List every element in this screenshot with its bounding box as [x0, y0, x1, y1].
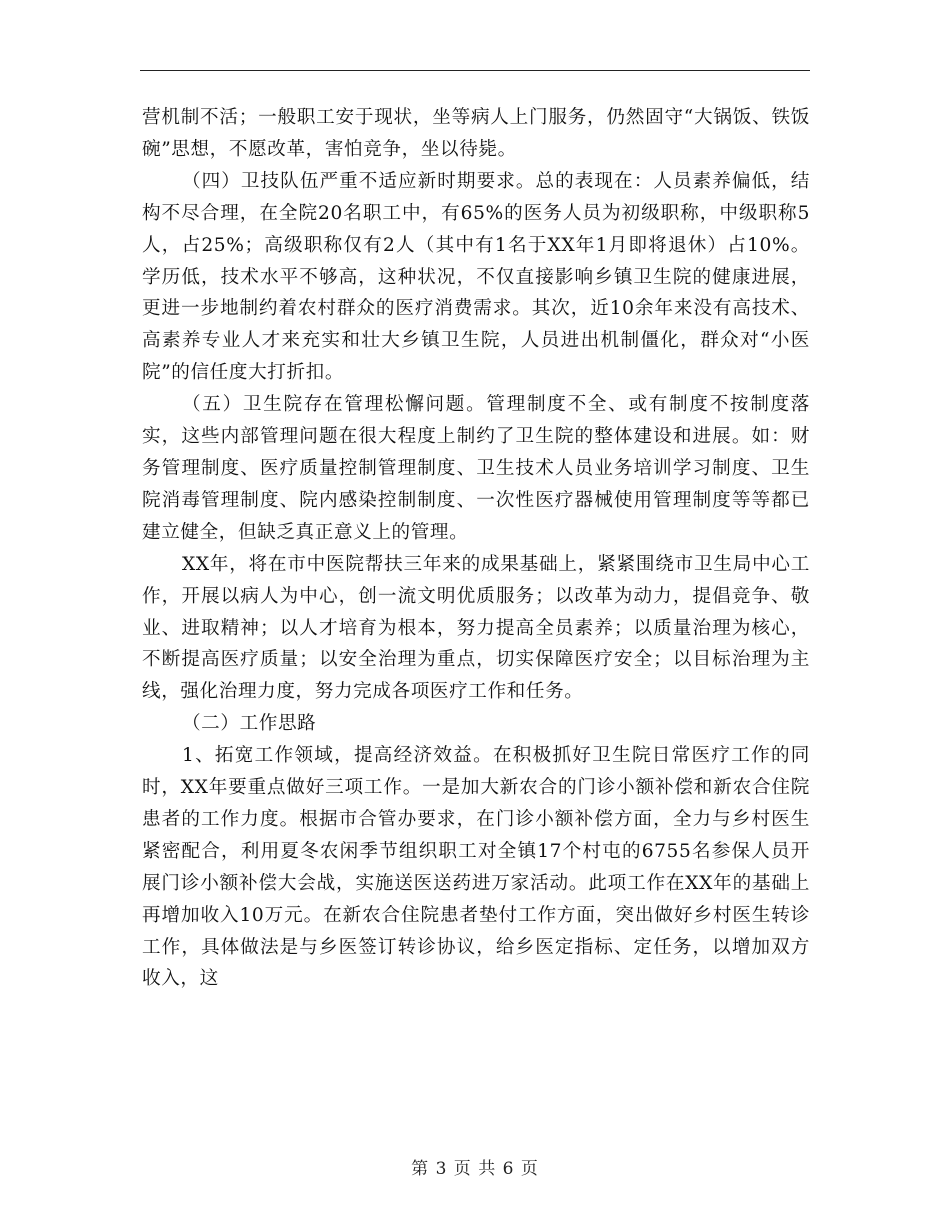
document-body: [142, 102, 810, 995]
page-number-footer: 第 3 页 共 6 页: [411, 1159, 539, 1179]
paragraph-section-four: （四）卫技队伍严重不适应新时期要求。总的表现在：人员素养偏低，结构不尽合理，在全院20名职工中，有65%的医务人员为初级职称，中级职称5人，占25%；高级职称仅有2人（其中有1名于XX年1月即将退休）占10%。学历低，技术水平不够高，这种状况，不仅直接影响乡镇卫生院的健康进展，更进一步地制约着农村群众的医疗消费需求。其次，近10余年来没有高技术、高素养专业人才来充实和壮大乡镇卫生院，人员进出机制僵化，群众对“小医院”的信任度大打折扣。: [142, 170, 810, 384]
section-heading-work-ideas: （二）工作思路: [181, 713, 317, 735]
paragraph-mechanism: 营机制不活；一般职工安于现状，坐等病人上门服务，仍然固守“大锅饭、铁饭碗”思想，不愿改革，害怕竞争，坐以待毙。: [142, 107, 810, 160]
paragraph-section-five: （五）卫生院存在管理松懈问题。管理制度不全、或有制度不按制度落实，这些内部管理问题在很大程度上制约了卫生院的整体建设和进展。如：财务管理制度、医疗质量控制管理制度、卫生技术人员业务培训学习制度、卫生院消毒管理制度、院内感染控制制度、一次性医疗器械使用管理制度等等都已建立健全，但缺乏真正意义上的管理。: [142, 394, 810, 543]
paragraph-item-one: 1、拓宽工作领域，提高经济效益。在积极抓好卫生院日常医疗工作的同时，XX年要重点做好三项工作。一是加大新农合的门诊小额补偿和新农合住院患者的工作力度。根据市合管办要求，在门诊小额补偿方面，全力与乡村医生紧密配合，利用夏冬农闲季节组织职工对全镇17个村屯的6755名参保人员开展门诊小额补偿大会战，实施送医送药进万家活动。此项工作在XX年的基础上再增加收入10万元。在新农合住院患者垫付工作方面，突出做好乡村医生转诊工作，具体做法是与乡医签订转诊协议，给乡医定指标、定任务，以增加双方收入，这: [142, 745, 810, 990]
paragraph-year-plan: XX年，将在市中医院帮扶三年来的成果基础上，紧紧围绕市卫生局中心工作，开展以病人为中心，创一流文明优质服务；以改革为动力，提倡竞争、敬业、进取精神；以人才培育为根本，努力提高全员素养；以质量治理为核心，不断提高医疗质量；以安全治理为重点，切实保障医疗安全；以目标治理为主线，强化治理力度，努力完成各项医疗工作和任务。: [142, 553, 810, 703]
header-rule: [140, 70, 810, 71]
